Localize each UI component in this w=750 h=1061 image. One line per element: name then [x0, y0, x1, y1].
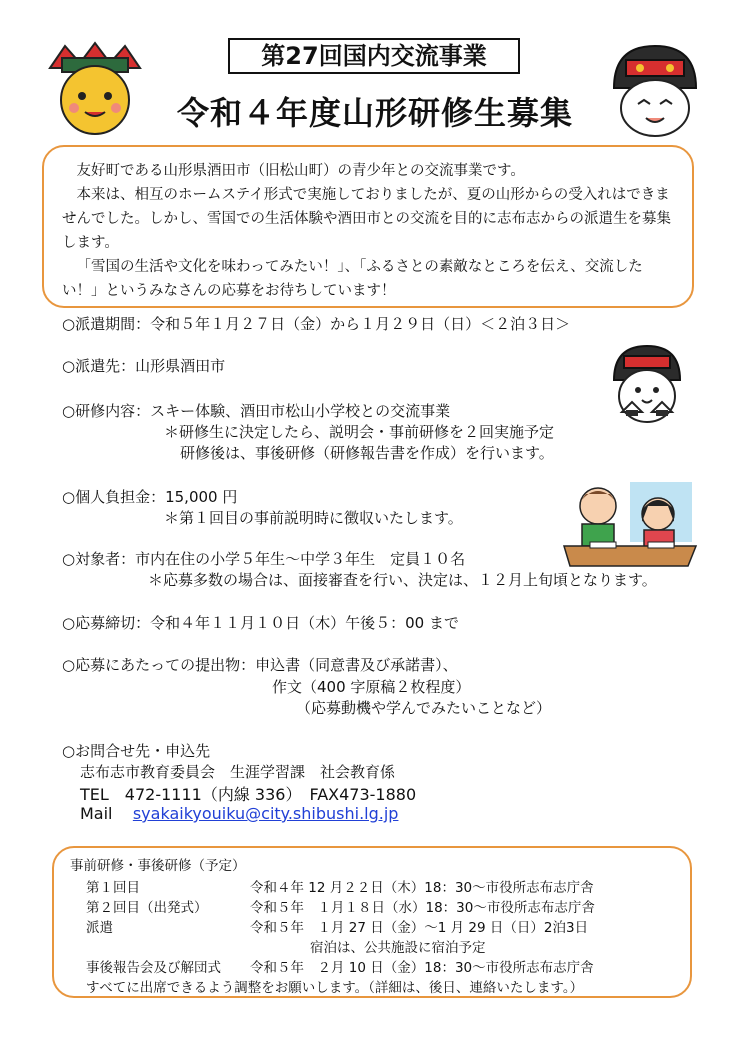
intro-paragraph: 本来は、相互のホームステイ形式で実施しておりましたが、夏の山形からの受入れはできませんでした。しかし、雪国での生活体験や酒田市との交流を目的に志布志からの派遣生を募集します。 [62, 187, 671, 251]
students-studying-illustration [560, 480, 700, 570]
contact-heading: ○お問合せ先・申込先 [62, 742, 211, 760]
detail-documents: （応募動機や学んでみたいことなど） [296, 699, 552, 717]
intro-paragraph: 「雪国の生活や文化を味わってみたい！」、「ふるさとの素敵なところを伝え、交流したい！」というみなさんの応募をお待ちしています！ [62, 259, 643, 299]
detail-cost-note: ＊第１回目の事前説明時に徴収いたします。 [164, 509, 463, 527]
mascot-holding-rice-illustration [602, 340, 692, 430]
page-title: 令和４年度山形研修生募集 [176, 94, 573, 132]
program-banner: 第27回国内交流事業 [228, 38, 520, 74]
schedule-note: すべてに出席できるよう調整をお願いします。（詳細は、後日、連絡いたします。） [86, 980, 584, 996]
detail-cost: ○個人負担金：15,000 円 [62, 488, 238, 506]
mail-link[interactable]: syakaikyouiku@city.shibushi.lg.jp [132, 804, 399, 823]
detail-target: ○対象者：市内在住の小学５年生～中学３年生 定員１０名 [62, 550, 466, 568]
detail-target-note: ＊応募多数の場合は、面接審査を行い、決定は、１２月上旬頃となります。 [148, 571, 657, 589]
detail-content-note: ＊研修生に決定したら、説明会・事前研修を２回実施予定 [164, 423, 555, 441]
schedule-row-label: 第２回目（出発式） [86, 900, 208, 916]
intro-box [42, 145, 694, 308]
detail-period: ○派遣期間：令和５年１月２７日（金）から１月２９日（日）＜２泊３日＞ [62, 315, 571, 333]
contact-organization: 志布志市教育委員会 生涯学習課 社会教育係 [80, 763, 396, 781]
detail-documents: 作文（400 字原稿２枚程度） [272, 678, 471, 696]
schedule-title: 事前研修・事後研修（予定） [70, 858, 246, 874]
shishi-mask-mascot-illustration [600, 40, 710, 140]
detail-deadline: ○応募締切：令和４年１１月１０日（木）午後５：00 まで [62, 614, 459, 632]
contact-phone-fax: TEL 472-1111（内線 336） FAX473-1880 [80, 785, 417, 804]
contact-mail-row [80, 804, 398, 823]
schedule-box [52, 846, 692, 998]
schedule-row-detail: 宿泊は、公共施設に宿泊予定 [310, 940, 486, 956]
schedule-row-label: 派遣 [86, 920, 113, 936]
lion-mascot-illustration [40, 38, 150, 138]
schedule-row-detail: 令和４年 12 月２２日（木）18：30～市役所志布志庁舎 [250, 880, 594, 896]
detail-destination: ○派遣先：山形県酒田市 [62, 357, 226, 375]
schedule-row-detail: 令和５年 １月１８日（水）18：30～市役所志布志庁舎 [250, 900, 595, 916]
detail-content-note: 研修後は、事後研修（研修報告書を作成）を行います。 [180, 444, 554, 462]
detail-documents: ○応募にあたっての提出物：申込書（同意書及び承諾書）、 [62, 656, 458, 674]
schedule-row-label: 第１回目 [86, 880, 140, 896]
intro-paragraph: 友好町である山形県酒田市（旧松山町）の青少年との交流事業です。 [76, 163, 525, 179]
detail-content: ○研修内容：スキー体験、酒田市松山小学校との交流事業 [62, 402, 451, 420]
mail-label: Mail [80, 804, 113, 823]
schedule-row-detail: 令和５年 １月 27 日（金）～1 月 29 日（日）2泊3日 [250, 920, 589, 936]
schedule-row-detail: 令和５年 ２月 10 日（金）18：30～市役所志布志庁舎 [250, 960, 594, 976]
schedule-row-label: 事後報告会及び解団式 [86, 960, 221, 976]
